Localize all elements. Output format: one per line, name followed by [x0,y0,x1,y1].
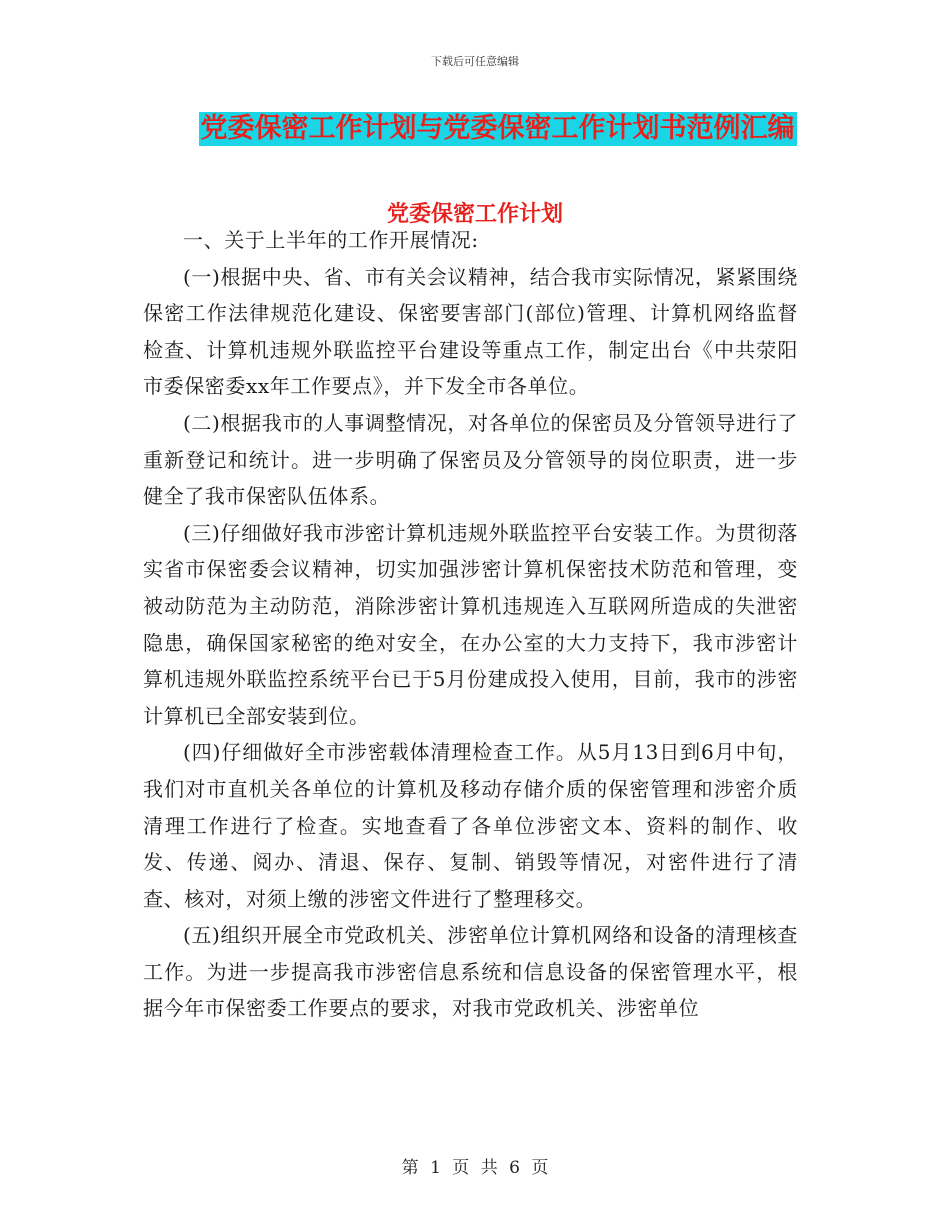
page-footer-number: 第 1 页 共 6 页 [401,1158,549,1178]
section-title: 党委保密工作计划 [386,202,563,227]
document-body [143,222,798,1027]
paragraph-heading: 一、关于上半年的工作开展情况: [183,228,479,252]
paragraph: (四)仔细做好全市涉密载体清理检查工作。从5月13日到6月中旬，我们对市直机关各单位的计算机及移动存储介质的保密管理和涉密介质清理工作进行了检查。实地查看了各单位涉密文本、资料的制作、收发、传递、阅办、清退、保存、复制、销毁等情况，对密件进行了清查、核对，对须上缴的涉密文件进行了整理移交。 [143,740,798,911]
paragraph: (五)组织开展全市党政机关、涉密单位计算机网络和设备的清理核查工作。为进一步提高我市涉密信息系统和信息设备的保密管理水平，根据今年市保密委工作要点的要求，对我市党政机关、涉密单位 [143,923,798,1021]
document-title: 党委保密工作计划与党委保密工作计划书范例汇编 [200,113,795,144]
paragraph: (二)根据我市的人事调整情况，对各单位的保密员及分管领导进行了重新登记和统计。进一步明确了保密员及分管领导的岗位职责，进一步健全了我市保密队伍体系。 [143,410,798,509]
document-title-container [0,112,950,146]
paragraph: (一)根据中央、省、市有关会议精神，结合我市实际情况，紧紧围绕保密工作法律规范化建设、保密要害部门(部位)管理、计算机网络监督检查、计算机违规外联监控平台建设等重点工作，制定出台《中共荥阳市委保密委xx年工作要点》，并下发全市各单位。 [143,264,798,399]
paragraph: (三)仔细做好我市涉密计算机违规外联监控平台安装工作。为贯彻落实省市保密委会议精神，切实加强涉密计算机保密技术防范和管理，变被动防范为主动防范，消除涉密计算机违规连入互联网所造成的失泄密隐患，确保国家秘密的绝对安全，在办公室的大力支持下，我市涉密计算机违规外联监控系统平台已于5月份建成投入使用，目前，我市的涉密计算机已全部安装到位。 [143,520,798,728]
page-header-note: 下载后可任意编辑 [431,55,519,68]
